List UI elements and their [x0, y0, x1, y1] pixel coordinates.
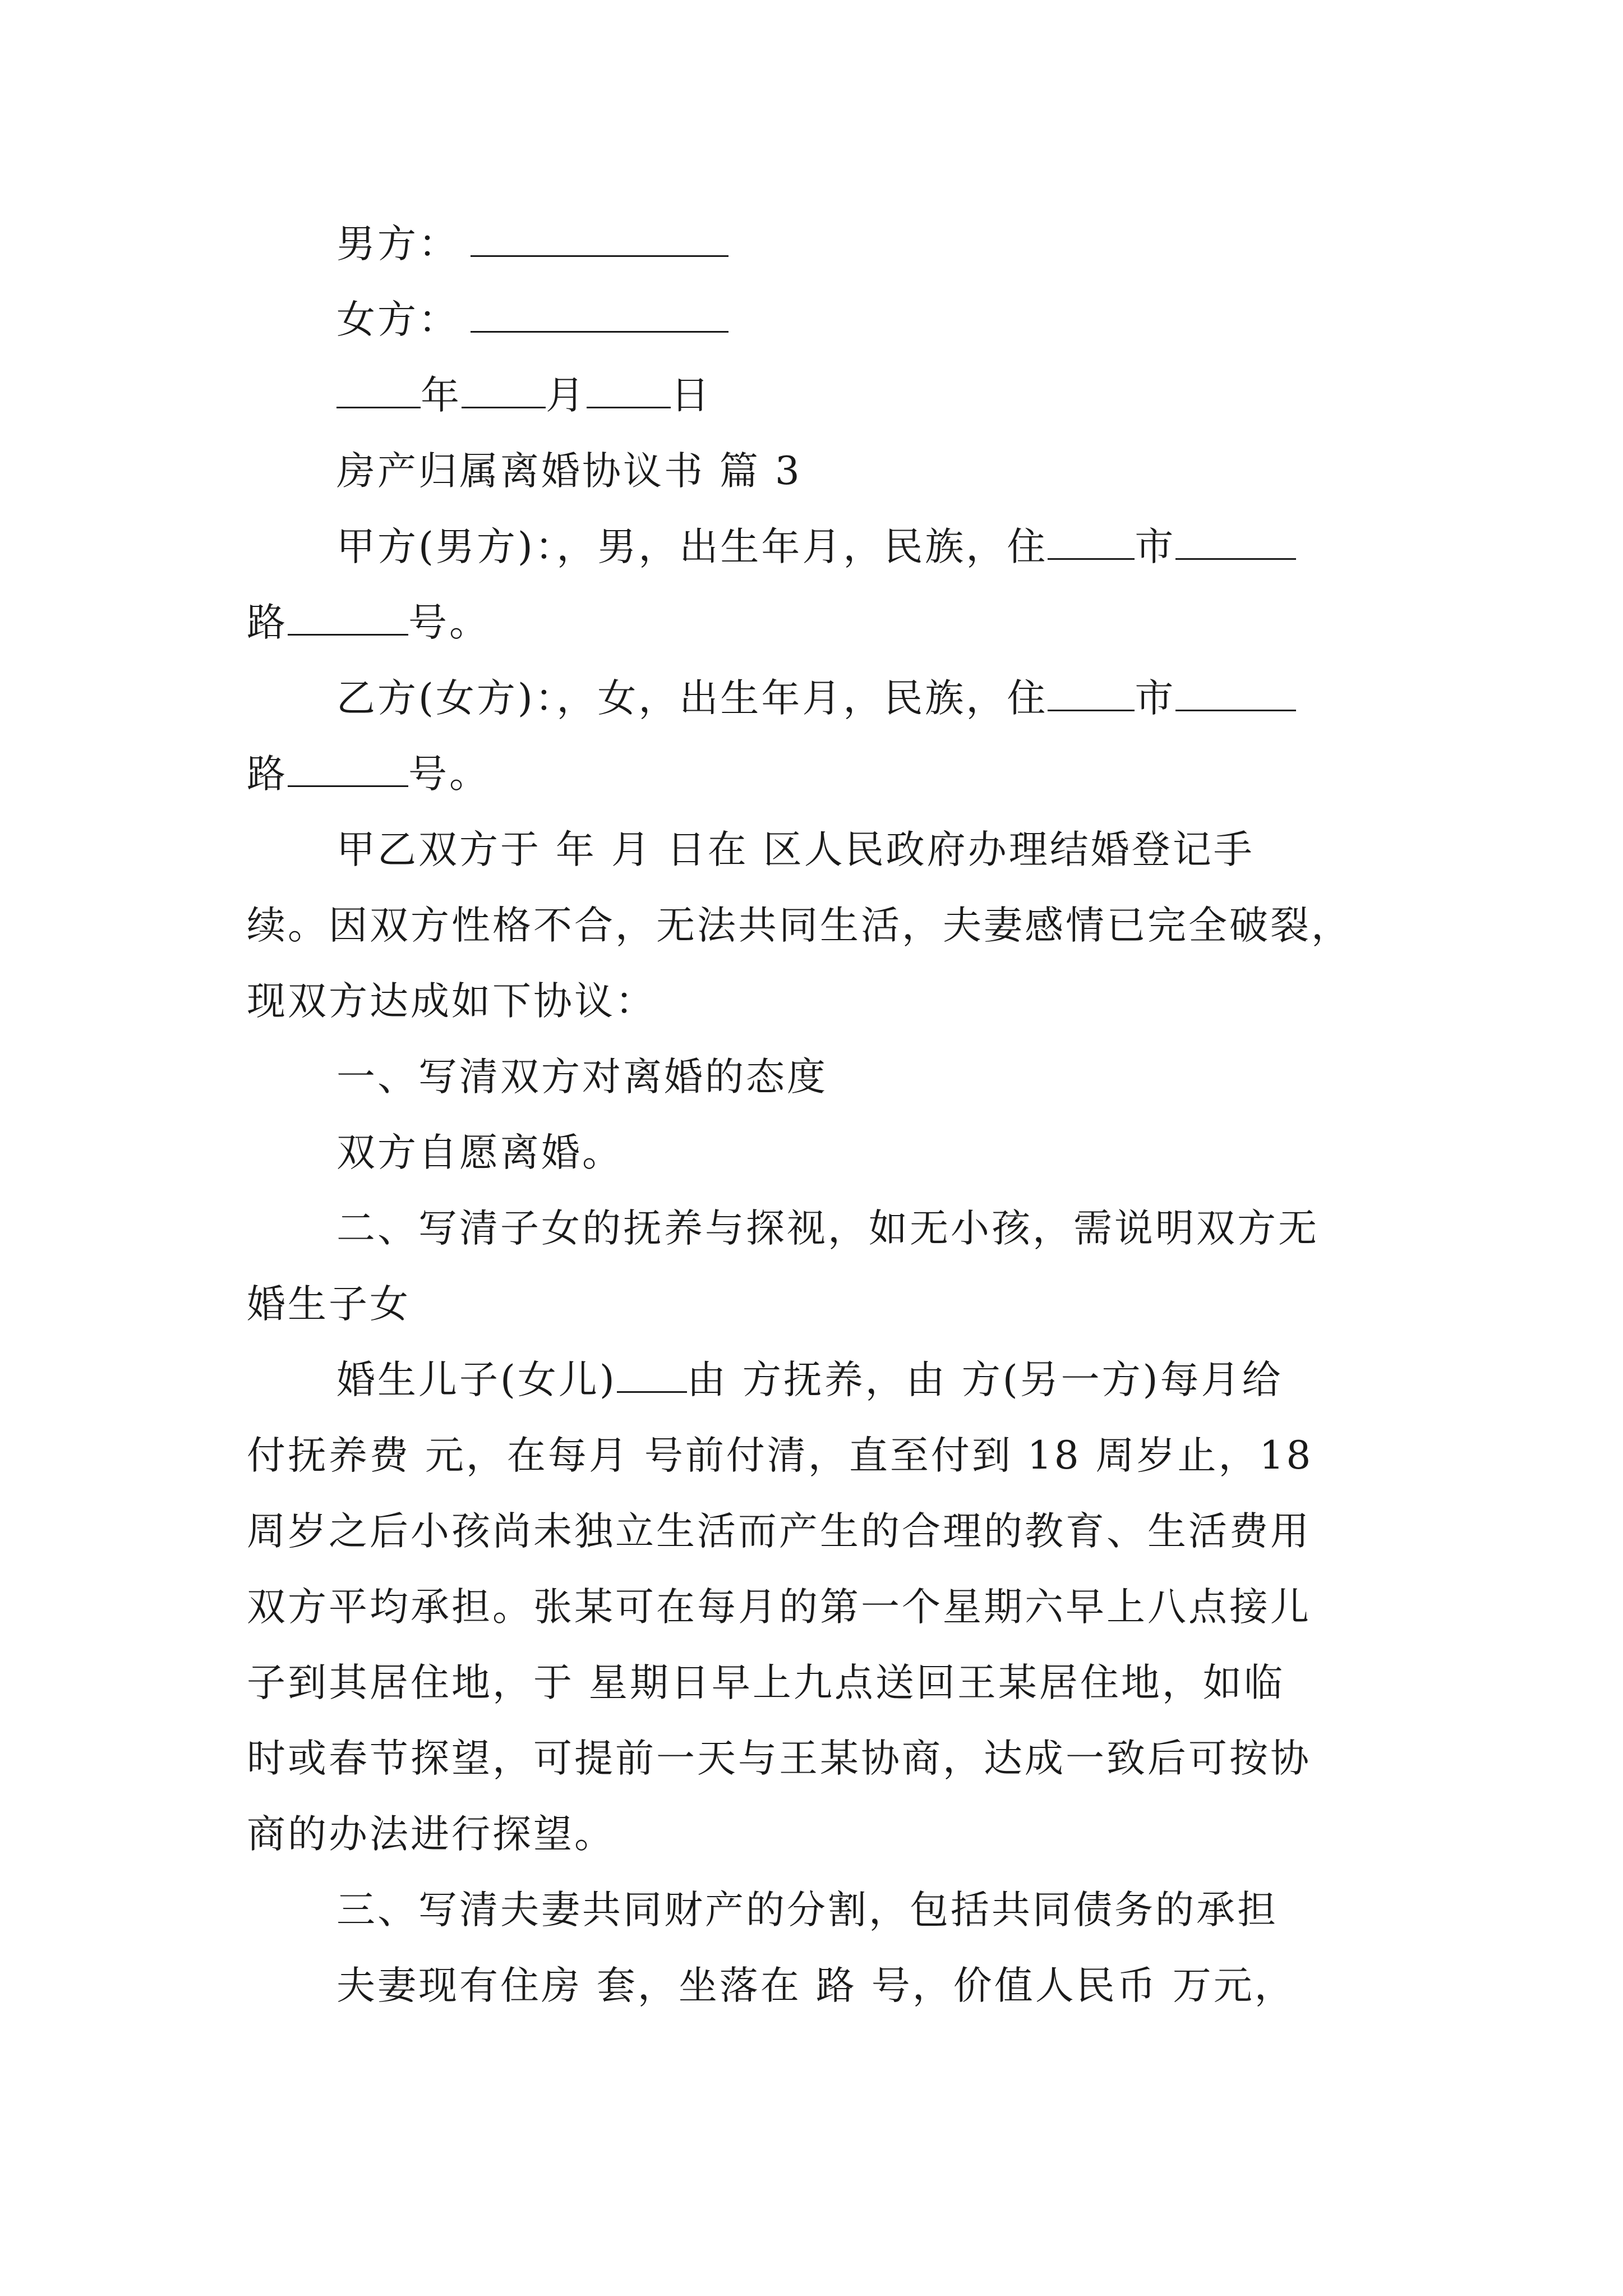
- party-a-road-blank: [1175, 526, 1296, 560]
- male-signature-line: [336, 222, 1486, 266]
- clause-2-body-line-4: 双方平均承担。张某可在每月的第一个星期六早上八点接儿: [247, 1585, 1311, 1630]
- party-b-number-unit: 号。: [408, 752, 490, 797]
- male-name-blank: [471, 223, 728, 257]
- party-b-road-blank: [1175, 677, 1296, 711]
- party-b-line-2: [247, 752, 1396, 797]
- female-signature-line: [336, 297, 1486, 342]
- female-label: 女方：: [336, 297, 459, 342]
- party-b-city-blank: [1048, 677, 1135, 711]
- party-a-road-unit: 路: [247, 600, 288, 645]
- child-blank: [617, 1359, 687, 1393]
- party-b-road-unit: 路: [247, 752, 288, 797]
- clause-2-body-line-1: [336, 1358, 1486, 1402]
- clause-2-body-line-5: 子到其居住地，于 星期日早上九点送回王某居住地，如临: [247, 1660, 1285, 1705]
- year-label: 年: [421, 373, 462, 418]
- male-label: 男方：: [336, 222, 459, 266]
- section-title: 房产归属离婚协议书 篇 3: [336, 449, 802, 494]
- clause-2-body-line-6: 时或春节探望，可提前一天与王某协商，达成一致后可按协: [247, 1736, 1311, 1781]
- party-a-city-unit: 市: [1135, 524, 1176, 569]
- clause-3-heading: 三、写清夫妻共同财产的分割，包括共同债务的承担: [336, 1888, 1278, 1932]
- party-b-number-blank: [288, 753, 408, 787]
- signature-date-line: [336, 373, 1486, 418]
- party-a-line-2: [247, 600, 1396, 645]
- clause-2-body-before: 婚生儿子(女儿): [336, 1358, 617, 1402]
- party-a-city-blank: [1048, 526, 1135, 560]
- month-blank: [462, 374, 546, 408]
- female-name-blank: [471, 298, 728, 333]
- party-a-line-1: [336, 524, 1486, 569]
- party-b-intro: 乙方(女方)：，女，出生年月，民族，住: [336, 676, 1048, 721]
- clause-1-heading: 一、写清双方对离婚的态度: [336, 1055, 828, 1099]
- preamble-line-2: 续。因双方性格不合，无法共同生活，夫妻感情已完全破裂，: [247, 903, 1352, 948]
- day-blank: [587, 374, 671, 408]
- party-b-city-unit: 市: [1135, 676, 1176, 721]
- clause-2-body-line-3: 周岁之后小孩尚未独立生活而产生的合理的教育、生活费用: [247, 1509, 1311, 1554]
- clause-2-body-line-2: 付抚养费 元，在每月 号前付清，直至付到 18 周岁止，18: [247, 1433, 1313, 1478]
- clause-1-body: 双方自愿离婚。: [336, 1130, 623, 1175]
- party-a-intro: 甲方(男方)：，男，出生年月，民族，住: [336, 524, 1048, 569]
- clause-2-heading-line-1: 二、写清子女的抚养与探视，如无小孩，需说明双方无: [336, 1206, 1319, 1251]
- clause-2-body-after: 由 方抚养，由 方(另一方)每月给: [686, 1358, 1283, 1402]
- year-blank: [336, 374, 421, 408]
- clause-3-body-line-1: 夫妻现有住房 套，坐落在 路 号，价值人民币 万元，: [336, 1963, 1295, 2008]
- party-a-number-blank: [288, 601, 408, 636]
- preamble-line-3: 现双方达成如下协议：: [247, 979, 656, 1024]
- clause-2-body-line-7: 商的办法进行探望。: [247, 1812, 615, 1857]
- preamble-line-1: 甲乙双方于 年 月 日在 区人民政府办理结婚登记手: [336, 827, 1255, 872]
- clause-2-heading-line-2: 婚生子女: [247, 1282, 411, 1327]
- party-a-number-unit: 号。: [408, 600, 490, 645]
- day-label: 日: [671, 373, 712, 418]
- party-b-line-1: [336, 676, 1486, 721]
- month-label: 月: [546, 373, 587, 418]
